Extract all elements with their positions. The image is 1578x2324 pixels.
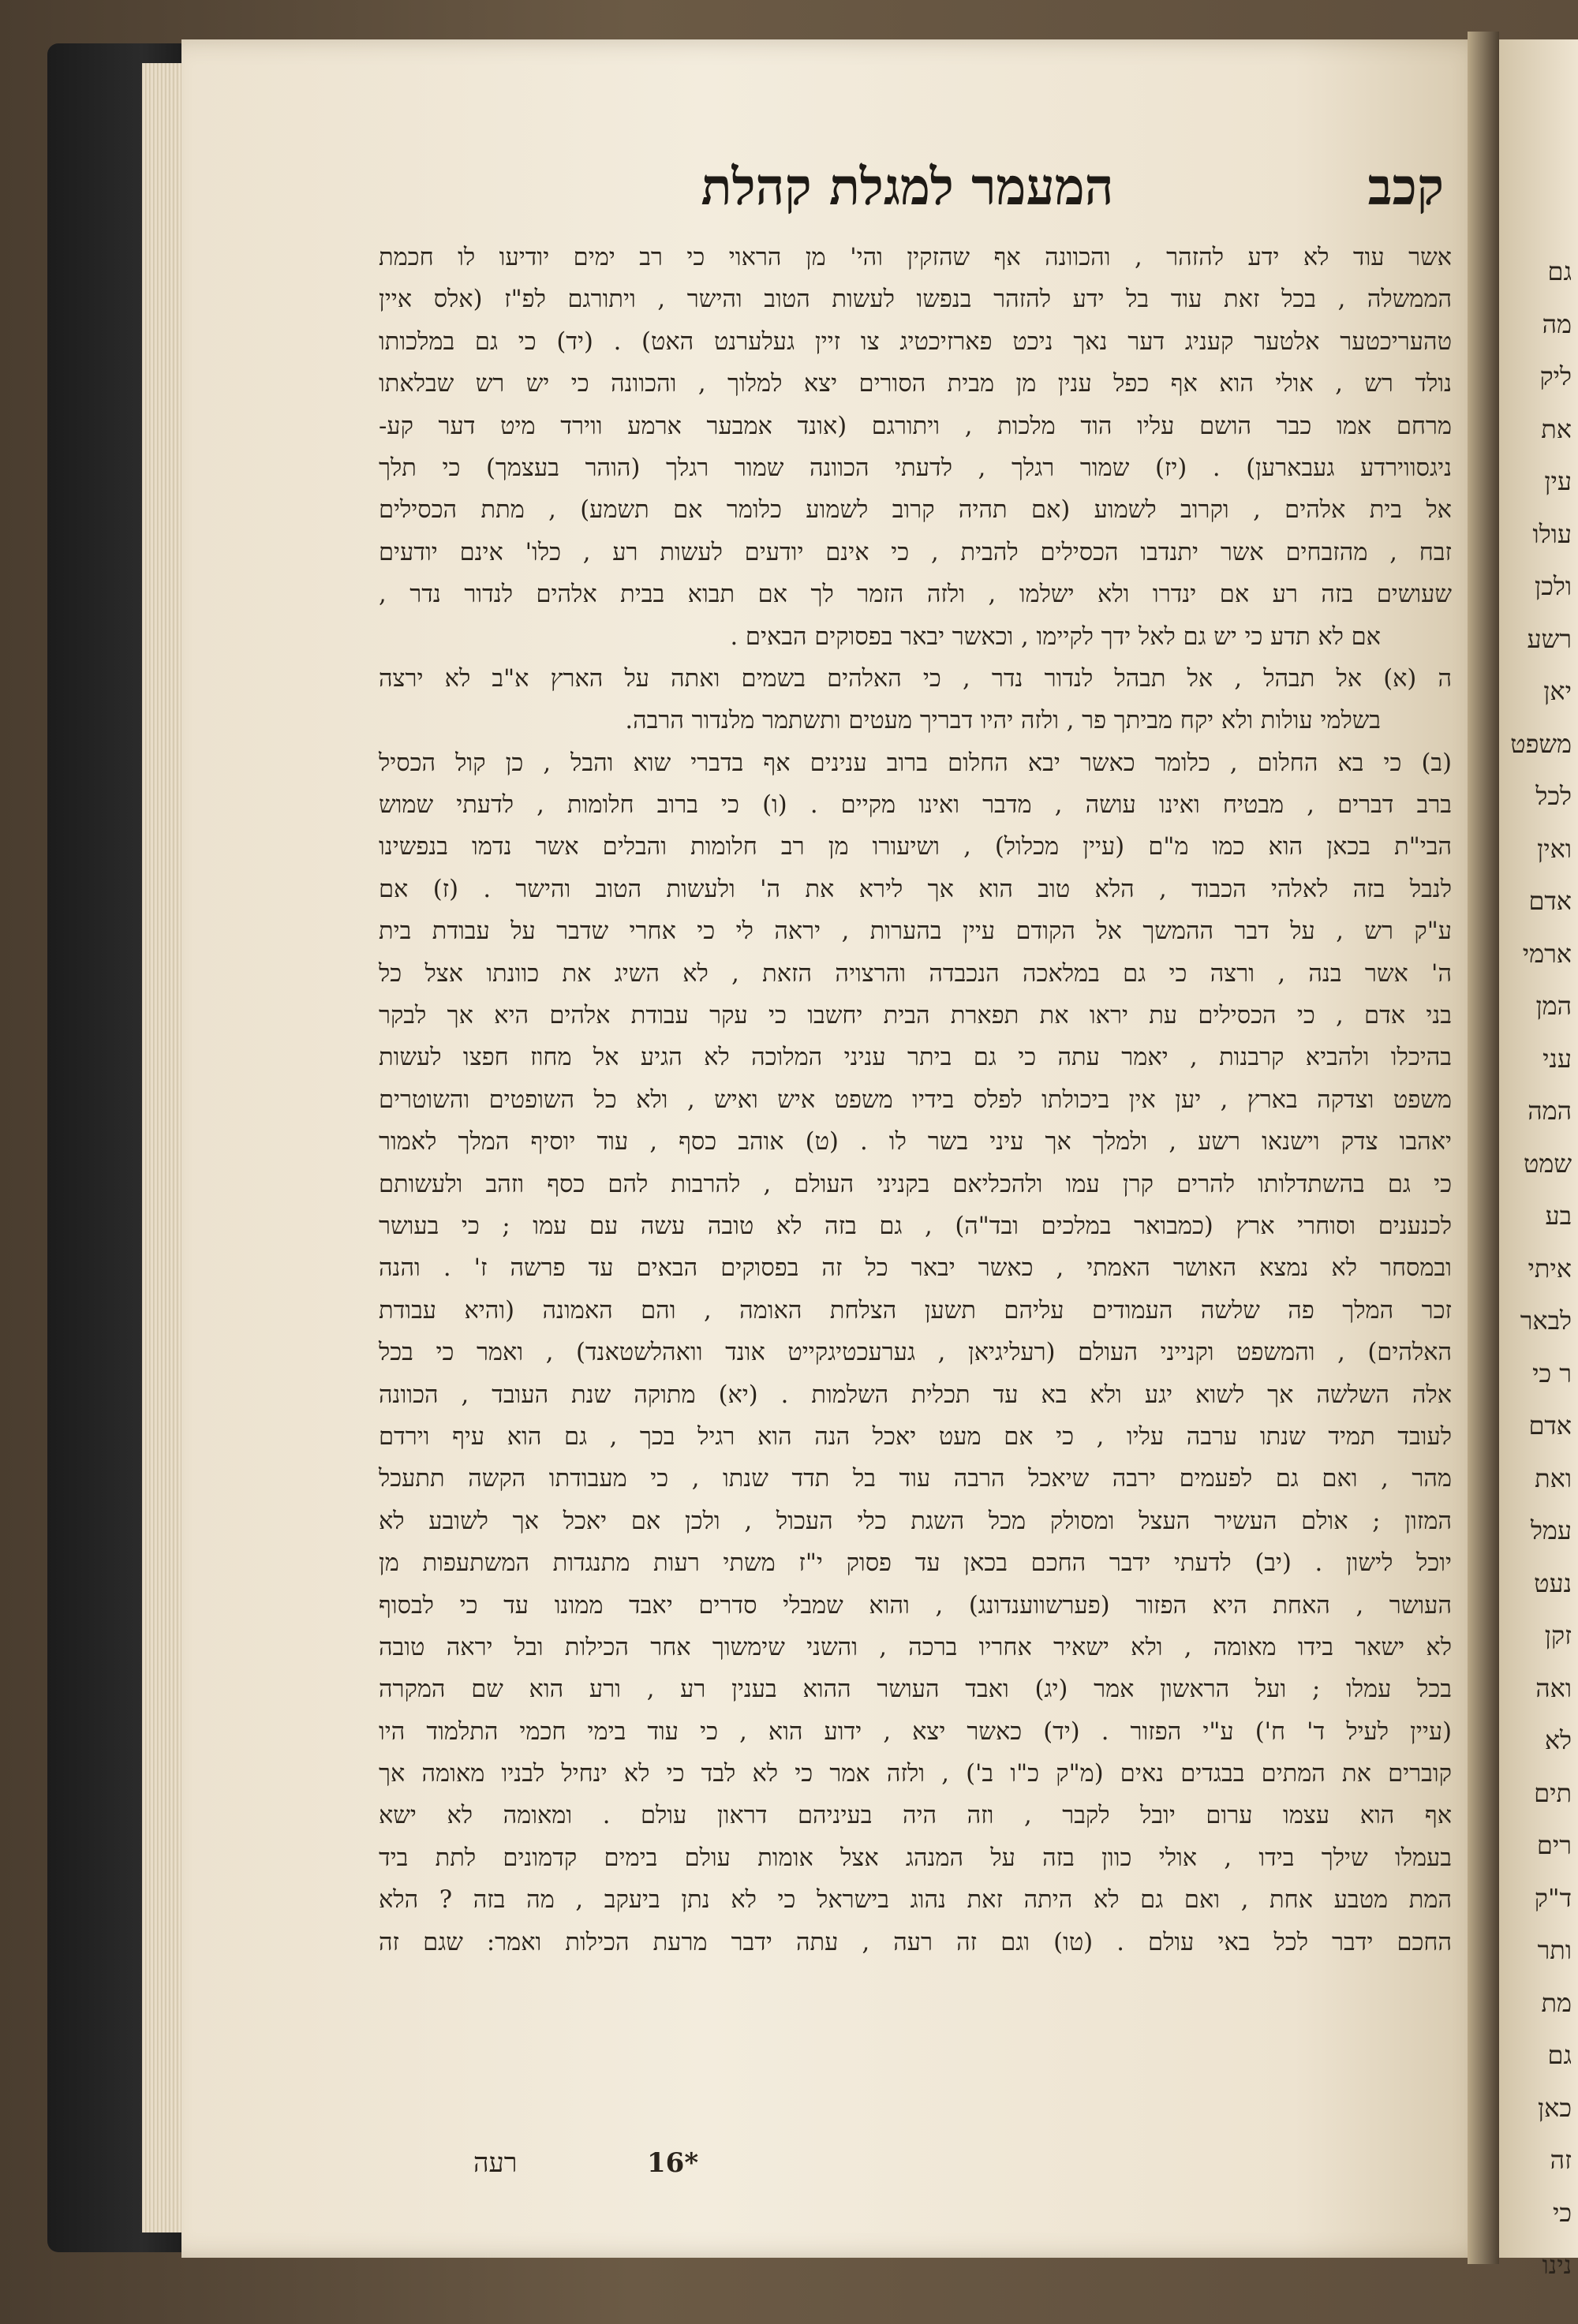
text-line: בכל עמלו ; ועל הראשון אמר (יג) ואבד העושר ההוא בענין רע , ורע הוא שם המקרה (379, 1676, 1452, 1704)
facing-page-fragment: ואין (1537, 833, 1572, 864)
facing-page-fragment: גם (1547, 2040, 1572, 2070)
text-line: זבח , מהזבחים אשר יתנדבו הכסילים להבית , כי אינם יודעים לעשות רע , כלו' אינם יודעים (379, 538, 1452, 566)
text-line: אל בית אלהים , וקרוב לשמוע (אם תהיה קרוב לשמוע כלומר אם תשמע) , מתת הכסילים (379, 496, 1452, 525)
facing-page-fragment: עמל (1530, 1515, 1572, 1545)
text-line: ובמסחר לא נמצא האושר האמתי , כאשר יבאר כל זה בפסוקים הבאים עד פרשה ז' . והנה (379, 1254, 1452, 1283)
facing-page-fragment: שמט (1524, 1148, 1572, 1179)
page-footer (473, 2147, 1341, 2195)
facing-page-fragment: ואת (1535, 1463, 1572, 1493)
text-line: נולד רש , אולי הוא אף כפל ענין מן מבית הסורים יצא למלוך , והכוונה כי יש רש שבלאתו (379, 370, 1452, 398)
facing-page-fragment: מה (1542, 308, 1572, 339)
text-line: לכנענים וסוחרי ארץ (כמבואר במלכים ובד"ה) , גם בזה לא טובה עשה עם עמו ; כי בעושר (379, 1212, 1452, 1240)
facing-page-fragment: המה (1528, 1096, 1572, 1126)
text-line: בעמלו שילך בידו , אולי כוון בזה על המנהג אצל אומות עולם בימים קדמונים לתת ביד (379, 1844, 1452, 1872)
facing-page-fragment: עין (1544, 466, 1572, 496)
text-line: הבי"ת בכאן הוא כמו מ"ם (עיין מכלול) , ושיעורו מן רב חלומות והבלים אשר נדמו בנפשינו (379, 833, 1452, 861)
text-line: יוכל לישון . (יב) לדעתי ידבר החכם בכאן עד פסוק י"ז משתי רעות מתנגדות המשתעפות מן (379, 1549, 1452, 1578)
text-line: יאהבו צדק וישנאו רשע , ולמלך אך עיני בשר לו . (ט) אוהב כסף , עוד יוסיף המלך לאמור (379, 1128, 1452, 1156)
main-text-block (379, 237, 1452, 2138)
facing-page (1499, 39, 1578, 2280)
text-line: ברב דברים , מבטיח ואינו עושה , מדבר ואינו מקיים . (ו) כי ברוב חלומות , לדעתי שמוש (379, 791, 1452, 820)
facing-page-fragment: ותר (1537, 1935, 1572, 1965)
facing-page-fragment: את (1541, 413, 1572, 444)
text-line: (ב) כי בא החלום , כלומר כאשר יבא החלום ברוב ענינים אף בדברי שוא והבל , כן קול הכסיל (379, 749, 1452, 777)
text-line: האלהים) , והמשפט וקנייני העולם (רעליגיאן , גערעכטיגקייט אונד וואהלשטאנד) , ואמר כי בכל (379, 1339, 1452, 1367)
facing-page-fragment: יאן (1543, 676, 1572, 706)
facing-page-fragment: לבאר (1520, 1306, 1572, 1336)
facing-page-fragment: רים (1536, 1830, 1572, 1860)
text-line: לא ישאר בידו מאומה , ולא ישאיר אחריו ברכה , והשני שימשוך אחר הכילות ובל יראה טובה (379, 1633, 1452, 1661)
text-line: בני אדם , כי הכסילים עת יראו את תפארת הבית יחשבו כי עקר עבודת אלהים היא אך לבקר (379, 1002, 1452, 1030)
facing-page-fragment: המן (1535, 991, 1572, 1021)
text-line: טהעריכטער אלטער קעניג דער נאך ניכט פארזיכטיג צו זיין געלערנט האט) . (יד) כי גם במלכותו (379, 327, 1452, 356)
facing-page-fragment: עני (1542, 1043, 1572, 1074)
facing-page-fragment: ואה (1535, 1672, 1572, 1703)
facing-page-fragment: ליק (1539, 361, 1572, 391)
text-line: מהר , ואם גם לפעמים ירבה שיאכל הרבה עוד בל תדד שנתו , כי מעבודתו הקשה תתעכל (379, 1465, 1452, 1493)
facing-page-fragment: משפט (1510, 728, 1572, 759)
text-line: העושר , האחת היא הפזור (פערשווענדונג) , והוא שמבלי סדרים יאבד ממונו עד כי לבסוף (379, 1591, 1452, 1620)
text-line: לעובד תמיד שנתו ערבה עליו , כי אם מעט יאכל הנה הוא רגיל בכך , גם הוא עיף וירדם (379, 1422, 1452, 1451)
text-line: ה' אשר בנה , ורצה כי גם במלאכה הנכבדה והרצויה הזאת , לא השיג את כוונתו אצל כל (379, 959, 1452, 988)
facing-page-fragment: ד"ק (1534, 1882, 1572, 1913)
text-line: המזון ; אולם העשיר העצל ומסולק מכל השגת כלי העכול , ולכן אם יאכל אך לשובע לא (379, 1507, 1452, 1535)
text-line: ע"ק רש , על דבר ההמשך אל הקודם עיין בהערות , יראה לי כי אחרי שדבר על עבודת בית (379, 917, 1452, 946)
text-line: משפט וצדקה בארץ , יען אין ביכולתו לפלס בידיו משפט איש ואיש , ולא כל השופטים והשוטרים (379, 1085, 1452, 1114)
text-line: מרחם אמו כבר הושם עליו הוד מלכות , ויתורגם (אונד אמבער ארמע ווירד מיט דער קע- (379, 412, 1452, 440)
page-title: המעמר למגלת קהלת (701, 158, 1114, 217)
text-line: המת מטבע אחת , ואם גם לא היתה זאת נהוג בישראל כי לא נתן ביעקב , מה בזה ? הלא (379, 1886, 1452, 1915)
facing-page-fragment: רשע (1527, 623, 1572, 654)
signature-mark: 16* (647, 2147, 699, 2179)
text-line: בהיכלו ולהביא קרבנות , יאמר עתה כי גם ביתר עניני המלוכה לא הגיע אל מחוז חפצו לעשות (379, 1044, 1452, 1072)
facing-page-fragment: זקן (1544, 1620, 1572, 1650)
text-line: אלה השלשה אך לשוא יגע ולא בא עד תכלית השלמות . (יא) מתוקה שנת העובד , הכוונה (379, 1381, 1452, 1409)
facing-page-fragment: כי (1552, 2197, 1572, 2228)
text-line: ה (א) אל תבהל , אל תבהל לנדור נדר , כי האלהים בשמים ואתה על הארץ א"ב לא ירצה (379, 664, 1452, 693)
text-line: ניגסווירדע געבארען) . (יז) שמור רגלך , לדעתי הכוונה שמור רגלך (הוהר בעצמך) כי תלך (379, 454, 1452, 482)
facing-page-fragment: מת (1541, 1987, 1572, 2018)
facing-page-fragment: נעט (1534, 1567, 1572, 1598)
facing-page-fragment: איתי (1528, 1253, 1572, 1283)
facing-page-fragment: אדם (1528, 886, 1572, 916)
facing-page-fragment: אדם (1528, 1410, 1572, 1440)
facing-page-fragment: זה (1550, 2145, 1572, 2175)
facing-page-fragment: נינו (1542, 2250, 1572, 2280)
book-gutter (1468, 32, 1499, 2264)
facing-page-fragment: לא (1544, 1725, 1572, 1755)
text-line: זכר המלך פה שלשה העמודים עליהם תשען הצלחת האומה , והם האמונה (והיא עבודת (379, 1296, 1452, 1325)
text-line: אף הוא עצמו ערום יובל לקבר , וזה היה בעיניהם דראון עולם . ומאומה לא ישא (379, 1802, 1452, 1830)
facing-page-fragment: ולכן (1535, 571, 1572, 601)
catchword: רעה (473, 2147, 518, 2179)
facing-page-fragment: בע (1545, 1201, 1572, 1231)
facing-page-fragment: עולו (1532, 518, 1572, 549)
facing-page-fragment: ארמי (1522, 938, 1572, 969)
text-line: החכם ידבר לכל באי עולם . (טו) וגם זה רעה , עתה ידבר מרעת הכילות ואמר: שגם זה (379, 1928, 1452, 1956)
facing-page-fragment: גם (1547, 256, 1572, 286)
running-header (371, 158, 1444, 229)
facing-page-fragment: כאן (1538, 2092, 1572, 2123)
text-line: אם לא תדע כי יש גם לאל ידך לקיימו , וכאשר יבאר בפסוקים הבאים . (730, 622, 1381, 651)
text-line: אשר עוד לא ידע להזהר , והכוונה אף שהזקין והי' מן הראוי כי רב ימים יודיעו לו חכמת (379, 244, 1452, 271)
text-line: (עיין לעיל ד' ח') ע"י הפזור . (יד) כאשר יצא , ידוע הוא , כי עוד בימי חכמי התלמוד היו (379, 1717, 1452, 1746)
text-line: קוברים את המתים בבגדים נאים (מ"ק כ"ו ב') , ולזה אמר כי לא לבד כי לא ינחיל לבניו מאומה אך (379, 1760, 1452, 1788)
facing-page-fragment: תים (1534, 1777, 1572, 1808)
text-line: שעושים בזה רע אם ינדרו ולא ישלמו , ולזה הזמר לך אם תבוא בבית אלהים לנדור נדר , (379, 581, 1452, 609)
text-line: בשלמי עולות ולא יקח מביתך פר , ולזה יהיו דבריך מעטים ותשתמר מלנדור הרבה. (625, 707, 1381, 735)
facing-page-fragment: לכל (1535, 781, 1572, 811)
text-line: כי גם בהשתדלותו להרים קרן עמו ולהכליאם בקניני העולם , להרבות להם כסף וזהב ולעשותם (379, 1170, 1452, 1198)
text-line: הממשלה , בכל זאת עוד בל ידע להזהר בנפשו לעשות הטוב והישר , ויתורגם לפ"ז (אלס איין (379, 286, 1452, 314)
page-number: קכב (1367, 158, 1444, 217)
facing-page-fragment: ר כי (1532, 1358, 1572, 1388)
text-line: לנבל בזה לאלהי הכבוד , הלא טוב הוא אך לירא את ה' ולעשות הטוב והישר . (ז) אם (379, 875, 1452, 903)
